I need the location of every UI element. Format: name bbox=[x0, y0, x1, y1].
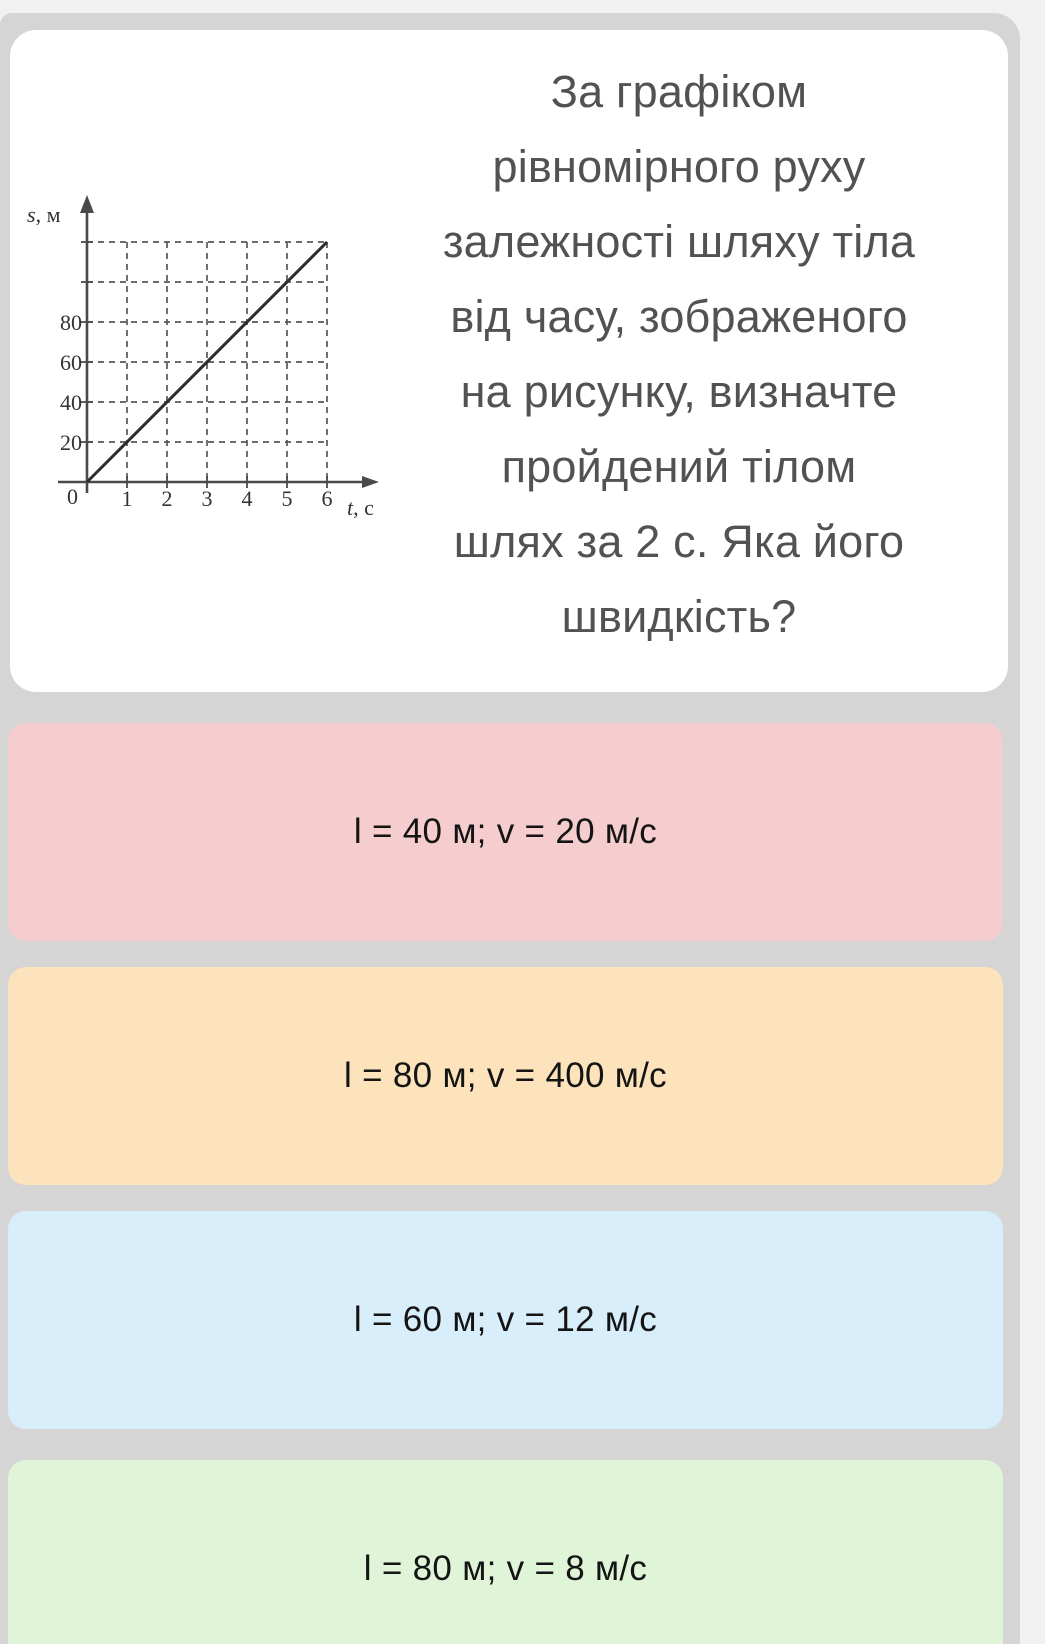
answer-label: l = 60 м; v = 12 м/с bbox=[353, 1300, 658, 1339]
question-line: пройдений тілом bbox=[501, 441, 857, 492]
motion-graph bbox=[20, 185, 395, 530]
answer-label: l = 40 м; v = 20 м/с bbox=[353, 812, 658, 851]
answer-label: l = 80 м; v = 8 м/с bbox=[363, 1549, 648, 1588]
x-tick-labels bbox=[122, 486, 333, 511]
y-tick-labels bbox=[60, 310, 82, 455]
question-text bbox=[400, 16, 958, 692]
svg-text:3: 3 bbox=[201, 486, 213, 511]
answer-option-4[interactable] bbox=[8, 1460, 1003, 1644]
answer-option-3[interactable] bbox=[8, 1211, 1003, 1429]
answer-label: l = 80 м; v = 400 м/с bbox=[344, 1056, 667, 1095]
y-axis-label: s, м bbox=[27, 202, 61, 227]
svg-text:5: 5 bbox=[281, 486, 293, 511]
question-line: За графіком bbox=[550, 66, 808, 117]
question-line: рівномірного руху bbox=[492, 141, 866, 192]
quiz-panel bbox=[0, 13, 1020, 1644]
question-card bbox=[10, 30, 1008, 692]
svg-text:2: 2 bbox=[161, 486, 173, 511]
y-axis-arrow-icon bbox=[80, 195, 94, 213]
x-axis-label: t, c bbox=[347, 495, 374, 520]
question-line: швидкість? bbox=[561, 591, 797, 642]
svg-text:60: 60 bbox=[60, 350, 82, 375]
svg-text:40: 40 bbox=[60, 390, 82, 415]
svg-text:80: 80 bbox=[60, 310, 82, 335]
answer-option-2[interactable] bbox=[8, 967, 1003, 1185]
motion-graph-figure bbox=[20, 185, 395, 530]
svg-text:20: 20 bbox=[60, 430, 82, 455]
question-line: залежності шляху тіла bbox=[442, 216, 916, 267]
answer-option-1[interactable] bbox=[8, 723, 1003, 941]
x-axis-arrow-icon bbox=[362, 476, 379, 488]
question-line: від часу, зображеного bbox=[450, 291, 908, 342]
svg-text:4: 4 bbox=[241, 486, 253, 511]
question-line: на рисунку, визначте bbox=[460, 366, 898, 417]
svg-text:6: 6 bbox=[321, 486, 333, 511]
origin-label: 0 bbox=[67, 484, 78, 509]
question-line: шлях за 2 с. Яка його bbox=[453, 516, 905, 567]
svg-text:1: 1 bbox=[121, 486, 133, 511]
